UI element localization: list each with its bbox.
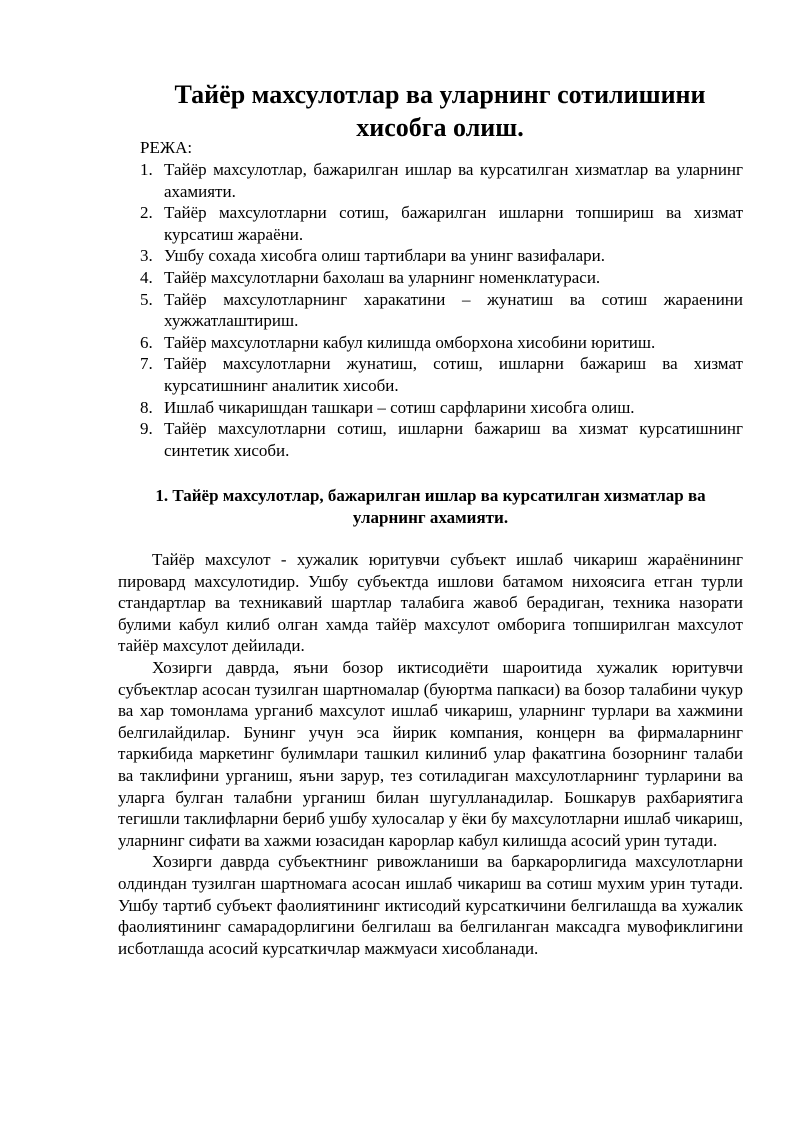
plan-item-number: 4. xyxy=(140,267,153,287)
plan-list xyxy=(140,159,743,461)
plan-item-number: 7. xyxy=(140,354,153,374)
plan-item-number: 5. xyxy=(140,289,153,309)
plan-item xyxy=(140,202,743,245)
plan-item xyxy=(140,397,743,419)
paragraph: Хозирги даврда субъектнинг ривожланиши ва баркарорлигида махсулотларни олдиндан тузилган шартномага асосан ишлаб чикариш ва сотиш мухим урин тутади. Ушбу тартиб субъект фаолиятининг иктисодий курсаткичини белгилашда ва хужалик фаолиятининг самарадорлигини белгилаш ва белгиланган максадга мувофиклигини исботлашда асосий курсаткичлар мажмуаси хисобланади. xyxy=(118,852,743,958)
paragraph: Тайёр махсулот - хужалик юритувчи субъект ишлаб чикариш жараёнининг пировард махсулотидир. Ушбу субъектда ишлови батамом нихоясига етган турли стандартлар ва техникавий шартлар талабига жавоб берадиган, техника назорати булими кабул килиб олган хамда тайёр махсулот омборига топширилган махсулот тайёр махсулот дейилади. xyxy=(118,550,743,656)
plan-item-number: 6. xyxy=(140,332,153,352)
plan-item xyxy=(140,418,743,461)
plan-item xyxy=(140,159,743,202)
plan-item-text: Тайёр махсулотларни сотиш, бажарилган ишларни топшириш ва хизмат курсатиш жараёни. xyxy=(164,203,743,244)
plan-item-text: Тайёр махсулотларнинг харакатини – жунатиш ва сотиш жараенини хужжатлаштириш. xyxy=(164,289,743,331)
plan-item-text: Ишлаб чикаришдан ташкари – сотиш сарфларини хисобга олиш. xyxy=(164,397,635,417)
plan-item-text: Тайёр махсулотларни бахолаш ва уларнинг номенклатураси. xyxy=(164,267,601,287)
plan-label: РЕЖА: xyxy=(140,138,193,157)
plan-item-text: Тайёр махсулотлар, бажарилган ишлар ва курсатилган хизматлар ва уларнинг ахамияти. xyxy=(164,160,743,201)
plan-item xyxy=(140,267,743,289)
document-title: Тайёр махсулотлар ва уларнинг сотилишини хисобга олиш. xyxy=(174,80,706,142)
plan-item-text: Тайёр махсулотларни жунатиш, сотиш, ишларни бажариш ва хизмат курсатишнинг аналитик хисоби. xyxy=(164,354,743,395)
paragraph: Хозирги даврда, яъни бозор иктисодиёти шароитида хужалик юритувчи субъектлар асосан тузилган шартномалар (буюртма папкаси) ва бозор талабини чукур ва хар томонлама урганиб махсулот ишлаб чикариш, уларнинг турлари ва хажмини белгилайдилар. Бунинг учун эса йирик компания, концерн ва фирмаларнинг таркибида маркетинг булимлари ташкил килиниб улар факатгина бозорнинг талаби ва таклифини урганиш, яъни зарур, тез сотиладиган махсулотларнинг турларини ва уларга булган талабни урганиш билан шугулланадилар. Бошкарув рахбариятига тегишли таклифларни бериб ушбу хулосалар у ёки бу махсулотларни ишлаб чикариш, уларнинг сифати ва хажми юзасидан карорлар кабул килишда асосий урин тутади. xyxy=(118,657,743,850)
plan-item xyxy=(140,353,743,396)
body-text xyxy=(118,549,743,959)
plan-item-text: Тайёр махсулотларни кабул килишда омборхона хисобини юритиш. xyxy=(164,332,656,352)
plan-item xyxy=(140,245,743,267)
plan-item-text: Тайёр махсулотларни сотиш, ишларни бажариш ва хизмат курсатишнинг синтетик хисоби. xyxy=(164,419,743,460)
plan-item-number: 2. xyxy=(140,203,153,223)
plan-item-number: 9. xyxy=(140,419,153,439)
plan-item xyxy=(140,332,743,354)
plan-item-number: 8. xyxy=(140,397,153,417)
plan-item-number: 1. xyxy=(140,160,153,179)
plan-item xyxy=(140,289,743,332)
plan-item-number: 3. xyxy=(140,246,153,266)
section-heading: 1. Тайёр махсулотлар, бажарилган ишлар ва курсатилган хизматлар ва уларнинг ахамияти. xyxy=(155,486,706,527)
plan-item-text: Ушбу сохада хисобга олиш тартиблари ва унинг вазифалари. xyxy=(164,246,605,266)
